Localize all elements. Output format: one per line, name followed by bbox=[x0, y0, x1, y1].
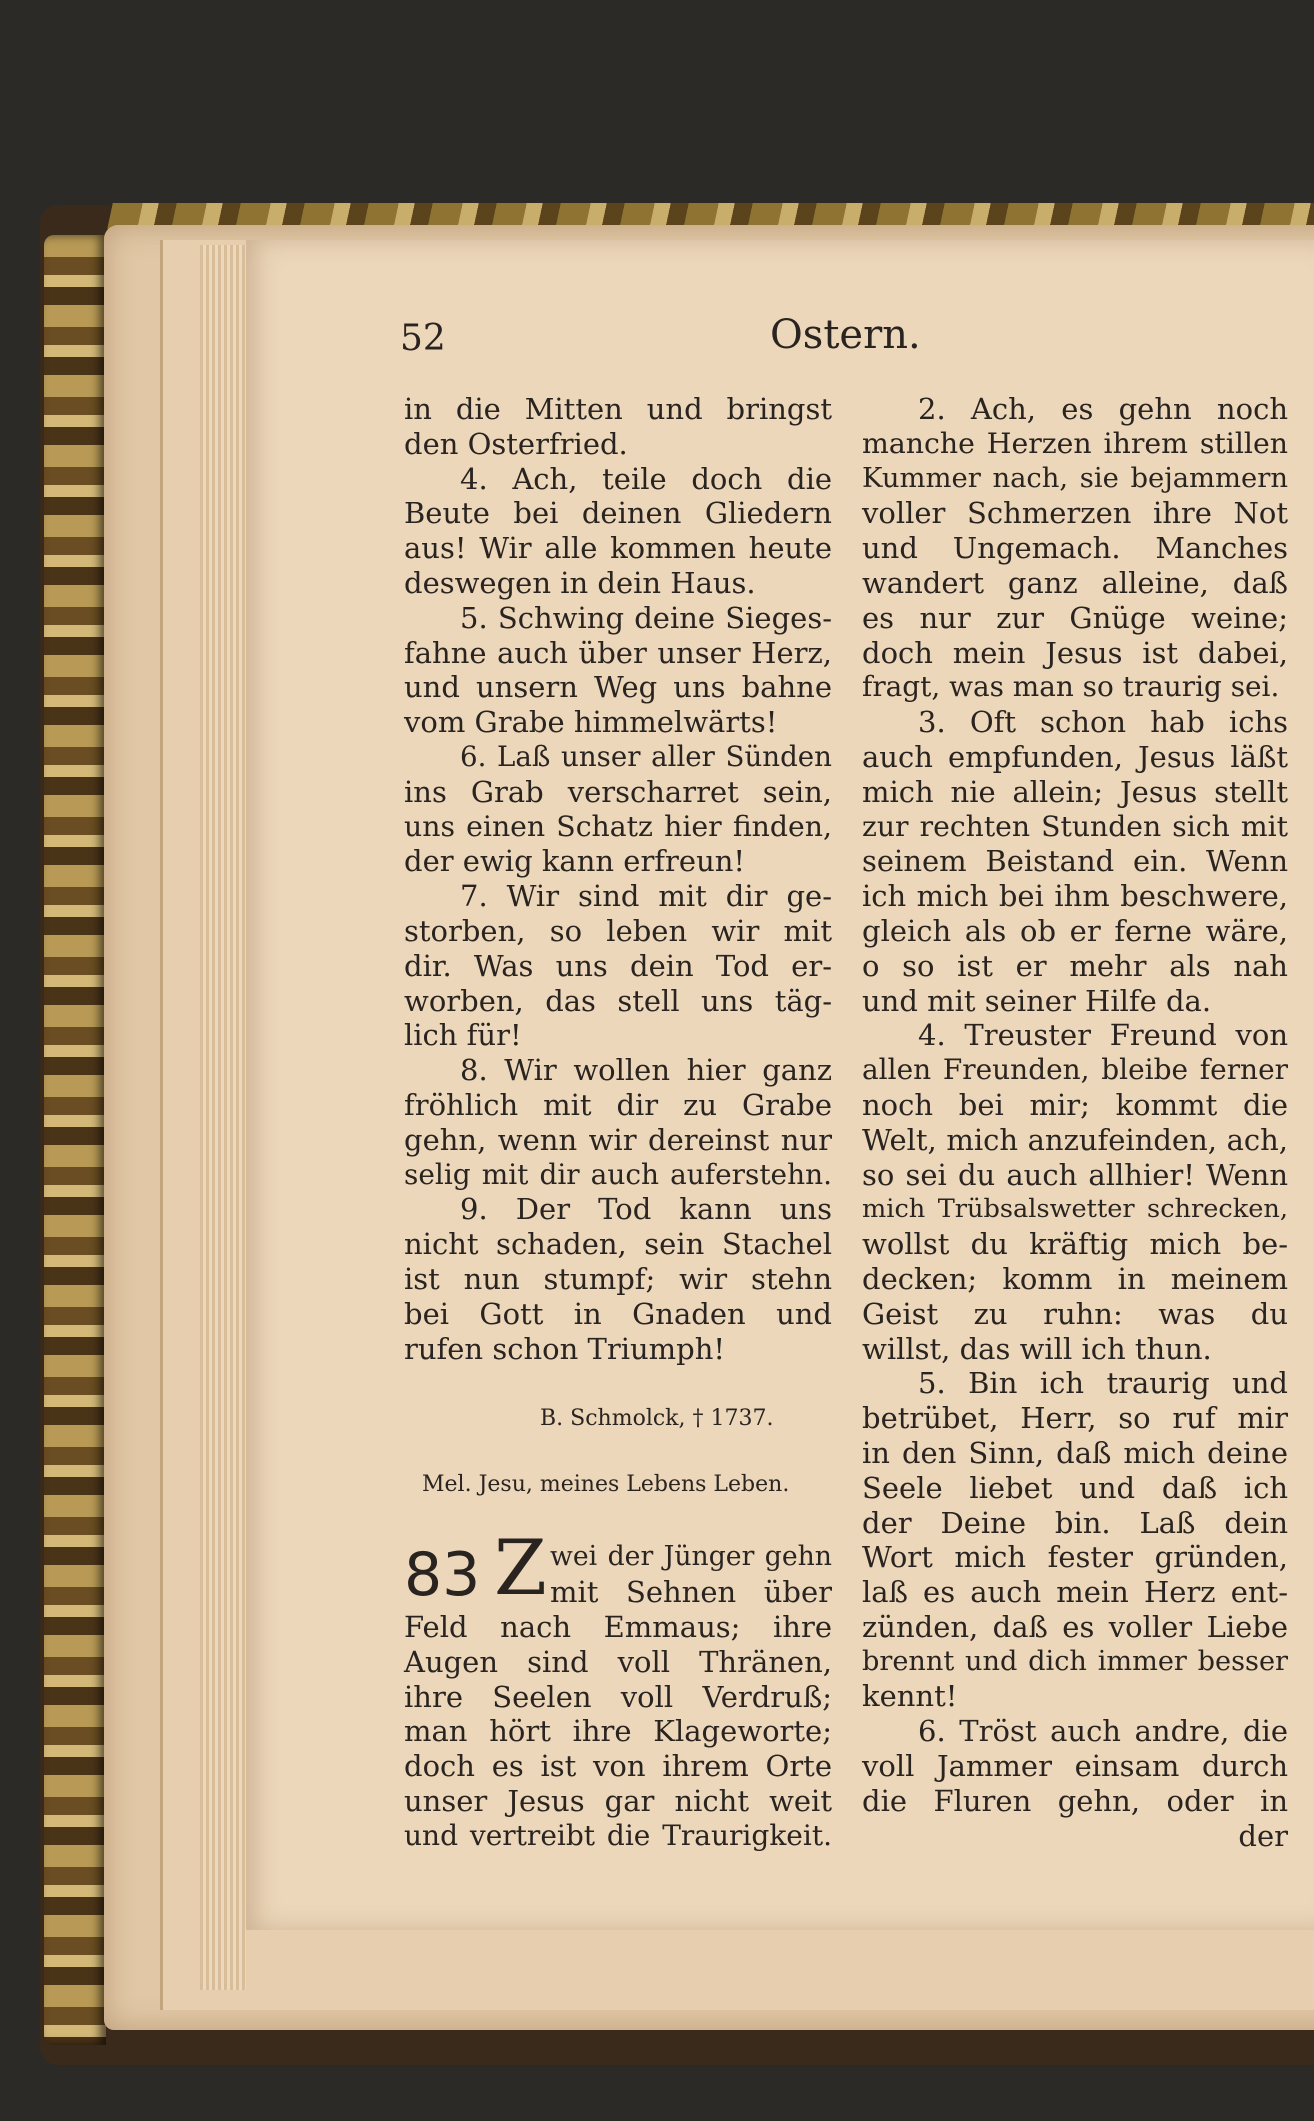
right-line: manche Herzen ihrem stillen bbox=[862, 426, 1288, 460]
hymn-line: mit Sehnen über bbox=[550, 1574, 832, 1609]
left-line: nicht schaden, sein Stachel bbox=[404, 1227, 832, 1262]
left-line: aus! Wir alle kommen heute bbox=[404, 531, 832, 566]
hymn-dropcap: Z bbox=[494, 1523, 547, 1612]
left-line: deswegen in dein Haus. bbox=[404, 565, 756, 600]
right-line: so sei du auch allhier! Wenn bbox=[862, 1157, 1288, 1192]
right-line: Kummer nach, sie bejammern bbox=[862, 462, 1288, 494]
left-line: lich für! bbox=[404, 1018, 522, 1053]
hymn-line: wei der Jünger gehn bbox=[550, 1541, 832, 1572]
left-line: Beute bei deinen Gliedern bbox=[404, 496, 832, 531]
page-edges bbox=[200, 245, 246, 1990]
left-line: fahne auch über unser Herz, bbox=[404, 635, 832, 670]
book-spine-ornament bbox=[44, 235, 106, 2045]
hymn-first-lines bbox=[550, 1540, 832, 1610]
right-line: Wort mich fester gründen, bbox=[862, 1540, 1288, 1575]
right-line: voller Schmerzen ihre Not bbox=[862, 496, 1288, 531]
left-line: bei Gott in Gnaden und bbox=[404, 1296, 832, 1331]
right-line: zünden, daß es voller Liebe bbox=[862, 1609, 1288, 1644]
right-line: 3. Oft schon hab ichs bbox=[918, 705, 1288, 740]
hymn-line: man hört ihre Klageworte; bbox=[404, 1714, 832, 1749]
right-line: ich mich bei ihm beschwere, bbox=[862, 879, 1288, 914]
right-line: zur rechten Stunden sich mit bbox=[862, 809, 1288, 843]
left-line: 7. Wir sind mit dir ge- bbox=[460, 879, 832, 914]
left-column bbox=[404, 392, 832, 1366]
right-line: decken; komm in meinem bbox=[862, 1261, 1288, 1296]
right-column bbox=[862, 392, 1288, 1853]
left-line: 6. Laß unser aller Sünden bbox=[460, 739, 832, 773]
right-line: 4. Treuster Freund von bbox=[918, 1018, 1288, 1053]
left-line: 5. Schwing deine Sieges- bbox=[460, 600, 832, 635]
right-line: noch bei mir; kommt die bbox=[862, 1087, 1288, 1122]
page-title: Ostern. bbox=[770, 312, 921, 358]
left-line: in die Mitten und bringst bbox=[404, 392, 832, 426]
left-line: gehn, wenn wir dereinst nur bbox=[404, 1122, 832, 1157]
right-line: brennt und dich immer besser bbox=[862, 1645, 1288, 1677]
right-line: allen Freunden, bleibe ferner bbox=[862, 1053, 1288, 1087]
left-line: vom Grabe himmelwärts! bbox=[404, 705, 778, 740]
left-line: 8. Wir wollen hier ganz bbox=[460, 1053, 832, 1088]
right-line: der Deine bin. Laß dein bbox=[862, 1505, 1288, 1540]
left-line: dir. Was uns dein Tod er- bbox=[404, 948, 832, 983]
right-line: Welt, mich anzufeinden, ach, bbox=[862, 1122, 1288, 1157]
right-line: Seele liebet und daß ich bbox=[862, 1470, 1288, 1505]
hymn-line: und vertreibt die Traurigkeit. bbox=[404, 1818, 832, 1852]
left-line: 9. Der Tod kann uns bbox=[460, 1192, 832, 1227]
right-line: betrübet, Herr, so ruf mir bbox=[862, 1401, 1288, 1436]
right-line: fragt, was man so traurig sei. bbox=[862, 670, 1280, 704]
right-line: gleich als ob er ferne wäre, bbox=[862, 913, 1288, 948]
left-line: selig mit dir auch auferstehn. bbox=[404, 1157, 832, 1191]
left-line: der ewig kann erfreun! bbox=[404, 844, 746, 879]
left-line: rufen schon Triumph! bbox=[404, 1331, 726, 1366]
hymn-line: doch es ist von ihrem Orte bbox=[404, 1749, 832, 1784]
left-line: 4. Ach, teile doch die bbox=[460, 461, 832, 496]
right-line: 5. Bin ich traurig und bbox=[918, 1366, 1288, 1401]
right-line: es nur zur Gnüge weine; bbox=[862, 600, 1288, 635]
hymn-line: Augen sind voll Thränen, bbox=[404, 1644, 832, 1679]
right-line: mich Trübsalswetter schrecken, bbox=[862, 1194, 1288, 1225]
left-line: ins Grab verscharret sein, bbox=[404, 774, 832, 809]
right-line: wollst du kräftig mich be- bbox=[862, 1227, 1288, 1262]
right-line: laß es auch mein Herz ent- bbox=[862, 1575, 1288, 1610]
right-line: und mit seiner Hilfe da. bbox=[862, 983, 1212, 1018]
right-line: 2. Ach, es gehn noch bbox=[918, 392, 1288, 426]
hymn-line: ihre Seelen voll Verdruß; bbox=[404, 1679, 832, 1714]
right-line: o so ist er mehr als nah bbox=[862, 948, 1288, 983]
melody-line: Mel. Jesu, meines Lebens Leben. bbox=[422, 1472, 790, 1497]
left-line: storben, so leben wir mit bbox=[404, 913, 832, 948]
right-line: voll Jammer einsam durch bbox=[862, 1749, 1288, 1784]
right-line: willst, das will ich thun. bbox=[862, 1331, 1212, 1366]
hymn-number: 83 bbox=[404, 1540, 481, 1610]
right-line: in den Sinn, daß mich deine bbox=[862, 1435, 1288, 1470]
left-line: und unsern Weg uns bahne bbox=[404, 670, 832, 705]
right-line: wandert ganz alleine, daß bbox=[862, 565, 1288, 600]
right-line: mich nie allein; Jesus stellt bbox=[862, 774, 1288, 809]
left-line: uns einen Schatz hier finden, bbox=[404, 809, 832, 843]
right-line: kennt! bbox=[862, 1679, 958, 1714]
left-line: den Osterfried. bbox=[404, 426, 628, 461]
hymn-body bbox=[404, 1610, 832, 1854]
left-line: fröhlich mit dir zu Grabe bbox=[404, 1087, 832, 1122]
right-line: seinem Beistand ein. Wenn bbox=[862, 844, 1288, 879]
right-line: der bbox=[1238, 1818, 1288, 1853]
hymn-line: unser Jesus gar nicht weit bbox=[404, 1783, 832, 1818]
right-line: und Ungemach. Manches bbox=[862, 531, 1288, 566]
right-line: doch mein Jesus ist dabei, bbox=[862, 635, 1288, 670]
hymn-line: Feld nach Emmaus; ihre bbox=[404, 1610, 832, 1644]
right-line: auch empfunden, Jesus läßt bbox=[862, 739, 1288, 774]
author-credit: B. Schmolck, † 1737. bbox=[540, 1406, 774, 1431]
left-line: ist nun stumpf; wir stehn bbox=[404, 1261, 832, 1296]
left-line: worben, das stell uns täg- bbox=[404, 983, 832, 1018]
right-line: Geist zu ruhn: was du bbox=[862, 1296, 1288, 1331]
right-line: die Fluren gehn, oder in bbox=[862, 1783, 1288, 1818]
right-line: 6. Tröst auch andre, die bbox=[918, 1714, 1288, 1749]
page-number: 52 bbox=[400, 318, 446, 359]
